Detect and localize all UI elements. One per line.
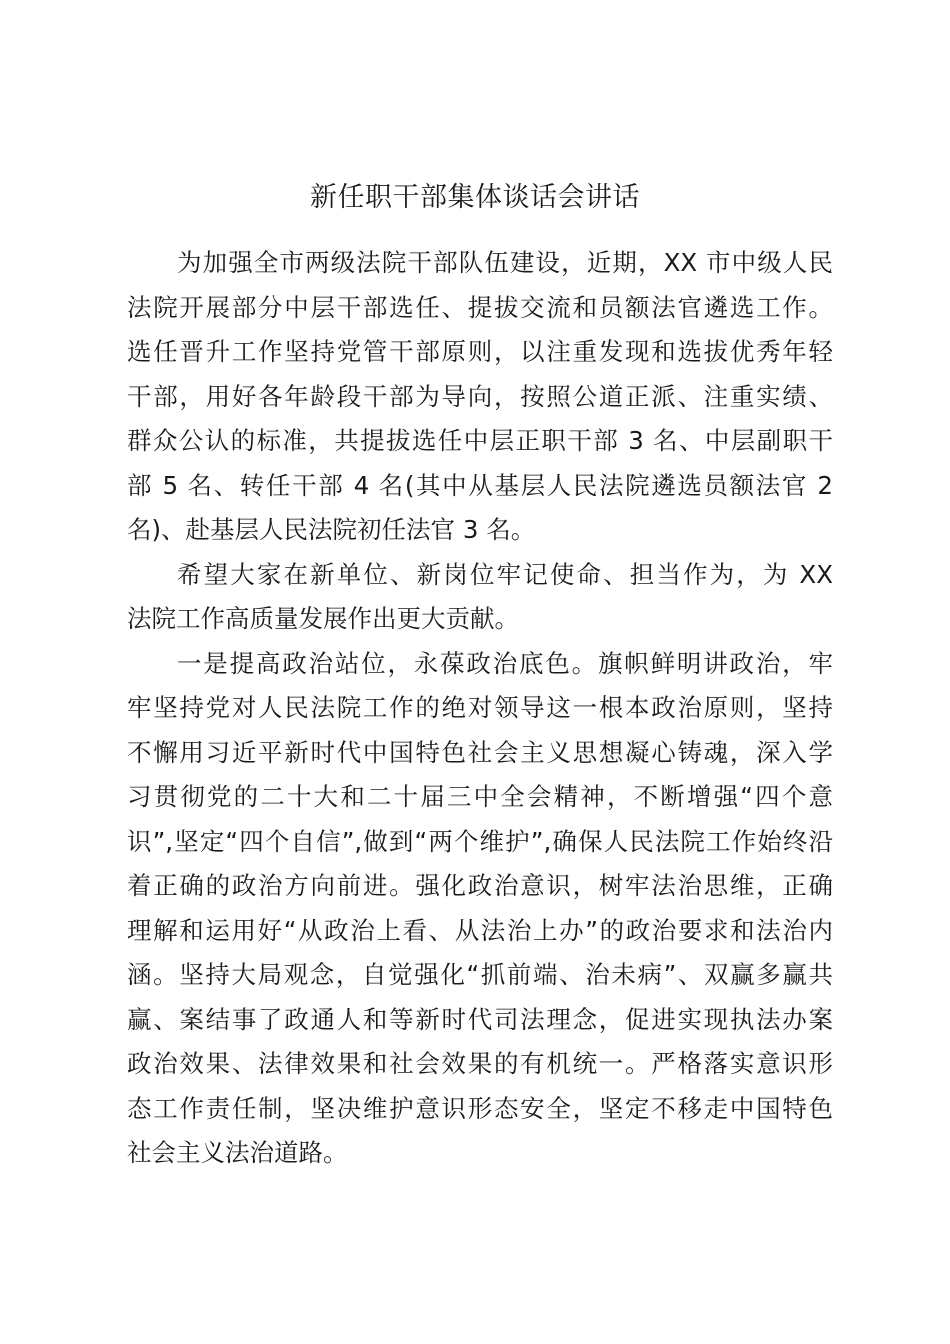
paragraph [127, 642, 833, 1176]
text-line: 法院开展部分中层干部选任、提拔交流和员额法官遴选工作。 [127, 292, 833, 322]
paragraph [127, 241, 833, 553]
text-line: 干部，用好各年龄段干部为导向，按照公道正派、注重实绩、 [127, 381, 833, 411]
document-body [127, 241, 833, 1176]
text-line: 牢坚持党对人民法院工作的绝对领导这一根本政治原则，坚持 [127, 693, 833, 722]
text-line: 着正确的政治方向前进。强化政治意识，树牢法治思维，正确 [127, 871, 833, 900]
text-line: 群众公认的标准，共提拔选任中层正职干部 3 名、中层副职干 [127, 426, 833, 455]
text-line: 部 5 名、转任干部 4 名(其中从基层人民法院遴选员额法官 2 [127, 470, 833, 500]
text-line: 识”,坚定“四个自信”,做到“两个维护”,确保人民法院工作始终沿 [127, 826, 833, 856]
text-line: 政治效果、法律效果和社会效果的有机统一。严格落实意识形 [127, 1049, 833, 1078]
text-line: 涵。坚持大局观念，自觉强化“抓前端、治未病”、双赢多赢共 [127, 960, 833, 989]
text-line: 赢、案结事了政通人和等新时代司法理念，促进实现执法办案 [127, 1004, 833, 1034]
text-line: 法院工作高质量发展作出更大贡献。 [127, 604, 519, 633]
text-line: 不懈用习近平新时代中国特色社会主义思想凝心铸魂，深入学 [127, 737, 833, 767]
text-line: 习贯彻党的二十大和二十届三中全会精神，不断增强“四个意 [127, 782, 833, 811]
text-line: 名)、赴基层人民法院初任法官 3 名。 [127, 515, 536, 544]
text-line: 理解和运用好“从政治上看、从法治上办”的政治要求和法治内 [127, 915, 833, 945]
paragraph [127, 553, 833, 642]
text-line: 一是提高政治站位，永葆政治底色。旗帜鲜明讲政治，牢 [177, 648, 833, 678]
text-line: 选任晋升工作坚持党管干部原则，以注重发现和选拔优秀年轻 [127, 337, 833, 366]
text-line: 希望大家在新单位、新岗位牢记使命、担当作为，为 XX [177, 559, 833, 589]
text-line: 态工作责任制，坚决维护意识形态安全，坚定不移走中国特色 [127, 1093, 833, 1123]
document-title: 新任职干部集体谈话会讲话 [310, 182, 640, 213]
text-line: 社会主义法治道路。 [127, 1138, 348, 1167]
text-line: 为加强全市两级法院干部队伍建设，近期，XX 市中级人民 [177, 248, 833, 277]
